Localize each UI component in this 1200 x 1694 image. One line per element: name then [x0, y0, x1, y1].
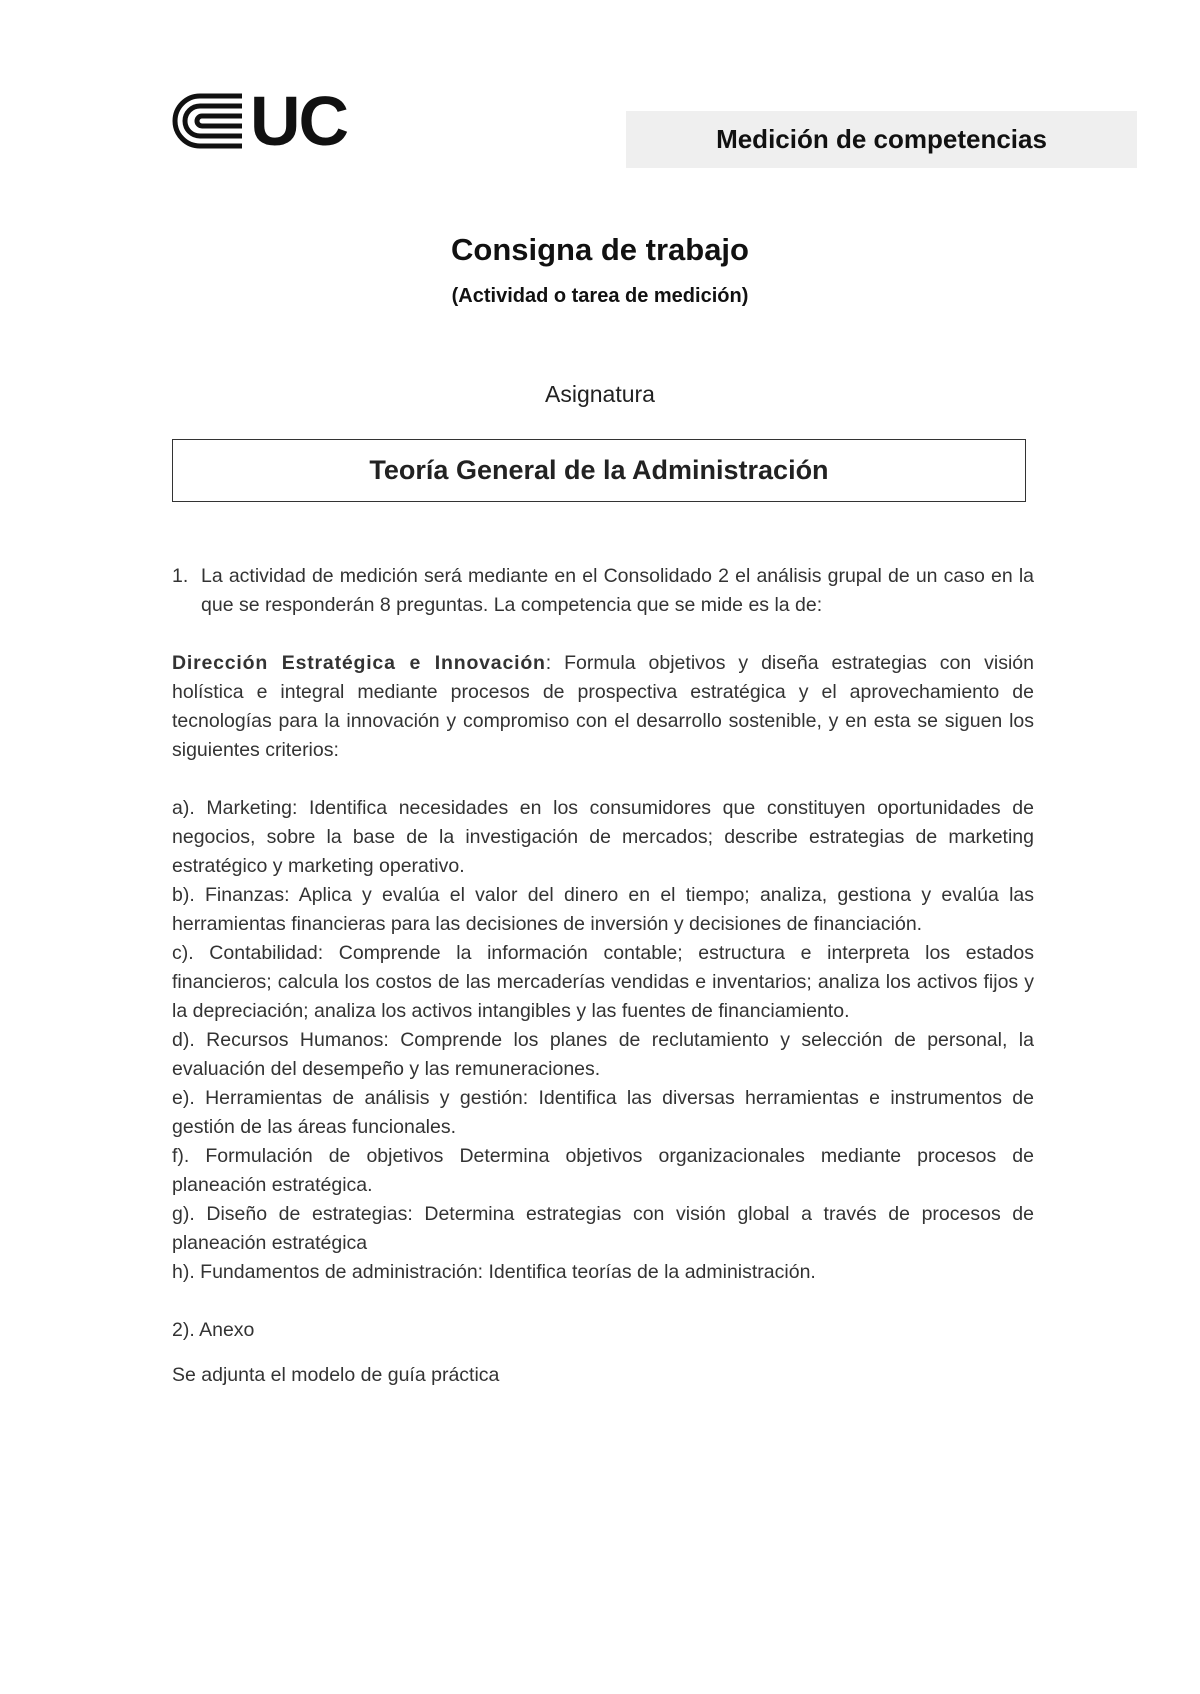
competency-name: Dirección Estratégica e Innovación [172, 652, 546, 674]
subject-label: Asignatura [545, 381, 655, 407]
page-title: Consigna de trabajo [451, 232, 749, 267]
header-badge: Medición de competencias [626, 111, 1137, 168]
logo-text: UC [250, 82, 348, 160]
list-number: 1. [172, 565, 189, 587]
annex-text: Se adjunta el modelo de guía práctica [172, 1364, 500, 1386]
criterion-c: c). Contabilidad: Comprende la información contable; estructura e interpreta los estados financieros; calcula los costos de las mercaderías vendidas e inventarios; analiza los activos fijos y la depreciación; analiza los activos intangibles y las fuentes de financiamiento. [172, 942, 1034, 1022]
criterion-d: d). Recursos Humanos: Comprende los planes de reclutamiento y selección de personal, la evaluación del desempeño y las remuneraciones. [172, 1029, 1034, 1080]
document-body [172, 562, 1034, 1390]
subject-name: Teoría General de la Administración [369, 455, 829, 485]
page-subtitle: (Actividad o tarea de medición) [451, 285, 749, 307]
uc-logo-mark-icon [172, 93, 244, 149]
competency-description: : Formula objetivos y diseña estrategias con visión holística e integral mediante procesos de prospectiva estratégica y el aprovechamiento de tecnologías para la innovación y compromiso con el desarrollo sostenible, y en esta se siguen los siguientes criterios: [172, 652, 1034, 761]
list-item-1 [172, 562, 1034, 620]
criterion-b: b). Finanzas: Aplica y evalúa el valor del dinero en el tiempo; analiza, gestiona y evalúa las herramientas financieras para las decisiones de inversión y decisiones de financiación. [172, 884, 1034, 935]
criterion-f: f). Formulación de objetivos Determina objetivos organizacionales mediante procesos de planeación estratégica. [172, 1145, 1034, 1196]
uc-logo [172, 82, 348, 160]
annex-heading: 2). Anexo [172, 1319, 255, 1341]
subject-name-box [172, 439, 1026, 502]
criterion-g: g). Diseño de estrategias: Determina estrategias con visión global a través de procesos de planeación estratégica [172, 1203, 1034, 1254]
list-item-text: La actividad de medición será mediante en el Consolidado 2 el análisis grupal de un caso en la que se responderán 8 preguntas. La competencia que se mide es la de: [201, 565, 1034, 616]
criterion-h: h). Fundamentos de administración: Identifica teorías de la administración. [172, 1261, 816, 1283]
criterion-a: a). Marketing: Identifica necesidades en los consumidores que constituyen oportunidades de negocios, sobre la base de la investigación de mercados; describe estrategias de marketing estratégico y marketing operativo. [172, 797, 1034, 877]
competency-paragraph [172, 649, 1034, 765]
criterion-e: e). Herramientas de análisis y gestión: Identifica las diversas herramientas e instrumentos de gestión de las áreas funcionales. [172, 1087, 1034, 1138]
